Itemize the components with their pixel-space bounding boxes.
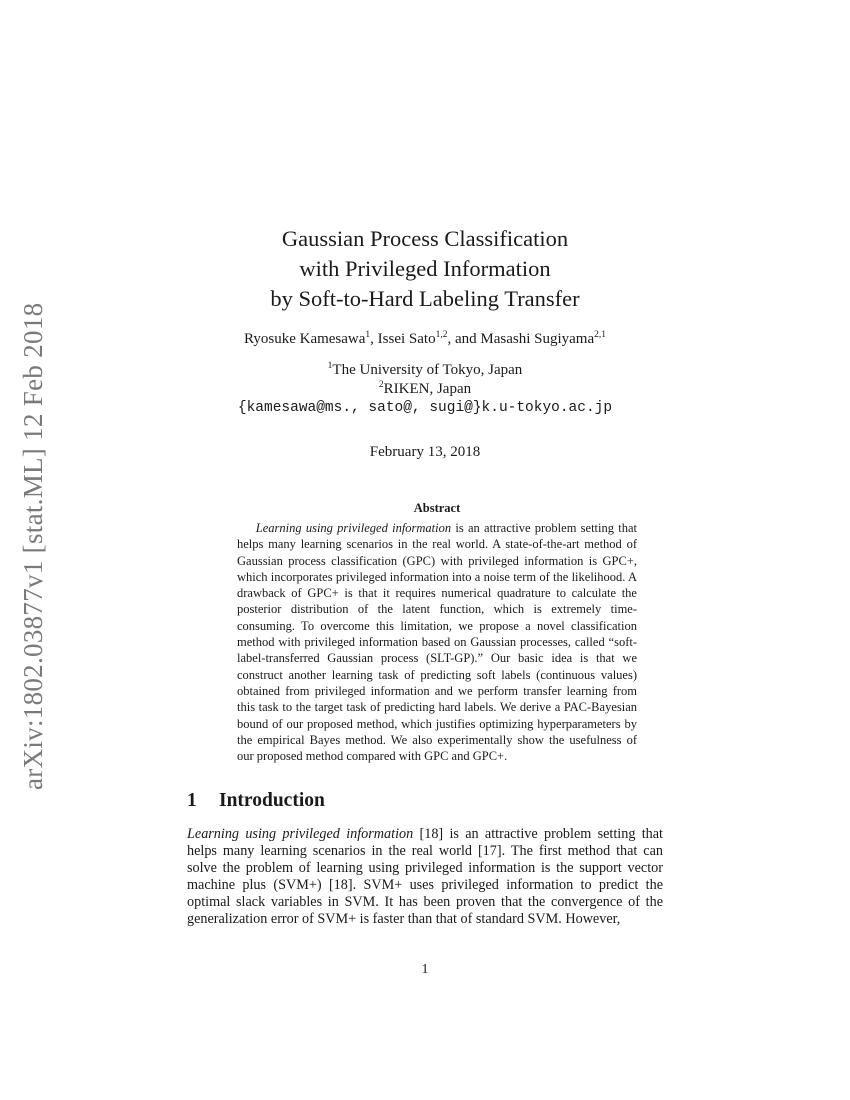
abstract-body [237,520,637,764]
affiliation-name: The University of Tokyo, Japan [332,362,523,378]
author-name: Issei Sato [377,331,436,347]
author-separator: , [370,331,378,347]
affiliation-mark: 1 [327,361,333,371]
page-number: 1 [421,962,429,977]
section-number: 1 [187,790,197,811]
section-heading [187,790,325,812]
affiliation-mark: 1,2 [435,330,448,340]
author-emails: {kamesawa@ms., sato@, sugi@}k.u-tokyo.ac.jp [237,400,613,416]
section-title: Introduction [219,790,325,811]
affiliation-name: RIKEN, Japan [383,381,472,397]
title-line-2: with Privileged Information [299,256,551,281]
title-line-3: by Soft-to-Hard Labeling Transfer [270,286,580,311]
abstract-heading: Abstract [413,501,461,515]
author-separator: , and [447,331,481,347]
publication-date: February 13, 2018 [369,444,481,460]
author-name: Masashi Sugiyama [480,331,595,347]
affiliation-1 [150,361,700,380]
intro-lead-italic: Learning using privileged information [187,826,414,842]
author-name: Ryosuke Kamesawa [243,331,366,347]
title-block [150,224,700,461]
title-line-1: Gaussian Process Classification [281,226,569,251]
affiliations [150,361,700,418]
abstract [237,501,637,764]
affiliation-mark: 2 [378,380,384,390]
affiliation-mark: 1 [365,330,371,340]
abstract-lead-italic: Learning using privileged information [255,521,452,535]
author-list [150,329,700,349]
affiliation-mark: 2,1 [594,330,607,340]
intro-text: [18] is an attractive problem setting that helps many learning scenarios in the real world [17]. The first method that can solve the problem of learning using privileged information is the support vector machine plus (SVM+) [18]. SVM+ uses privileged information to predict the optimal slack variables in SVM. It has been proven that the convergence of the generalization error of SVM+ is faster than that of standard SVM. However, [187,826,664,928]
introduction-paragraph [187,826,663,929]
affiliation-2 [150,380,700,399]
arxiv-identifier-stamp: arXiv:1802.03877v1 [stat.ML] 12 Feb 2018 [18,302,48,790]
abstract-text: is an attractive problem setting that helps many learning scenarios in the real world. A state-of-the-art method of Gaussian process classification (GPC) with privileged information is GPC+, which incorporates privileged information into a noise term of the likelihood. A drawback of GPC+ is that it requires numerical quadrature to calculate the posterior distribution of the latent function, which is extremely time-consuming. To overcome this limitation, we propose a novel classification method with privileged information based on Gaussian processes, called “soft-label-transferred Gaussian process (SLT-GP).” Our basic idea is that we construct another learning task of predicting soft labels (continuous values) obtained from privileged information and we perform transfer learning from this task to the target task of predicting hard labels. We derive a PAC-Bayesian bound of our proposed method, which justifies optimizing hyperparameters by the empirical Bayes method. We also experimentally show the usefulness of our proposed method compared with GPC and GPC+. [237,521,637,764]
